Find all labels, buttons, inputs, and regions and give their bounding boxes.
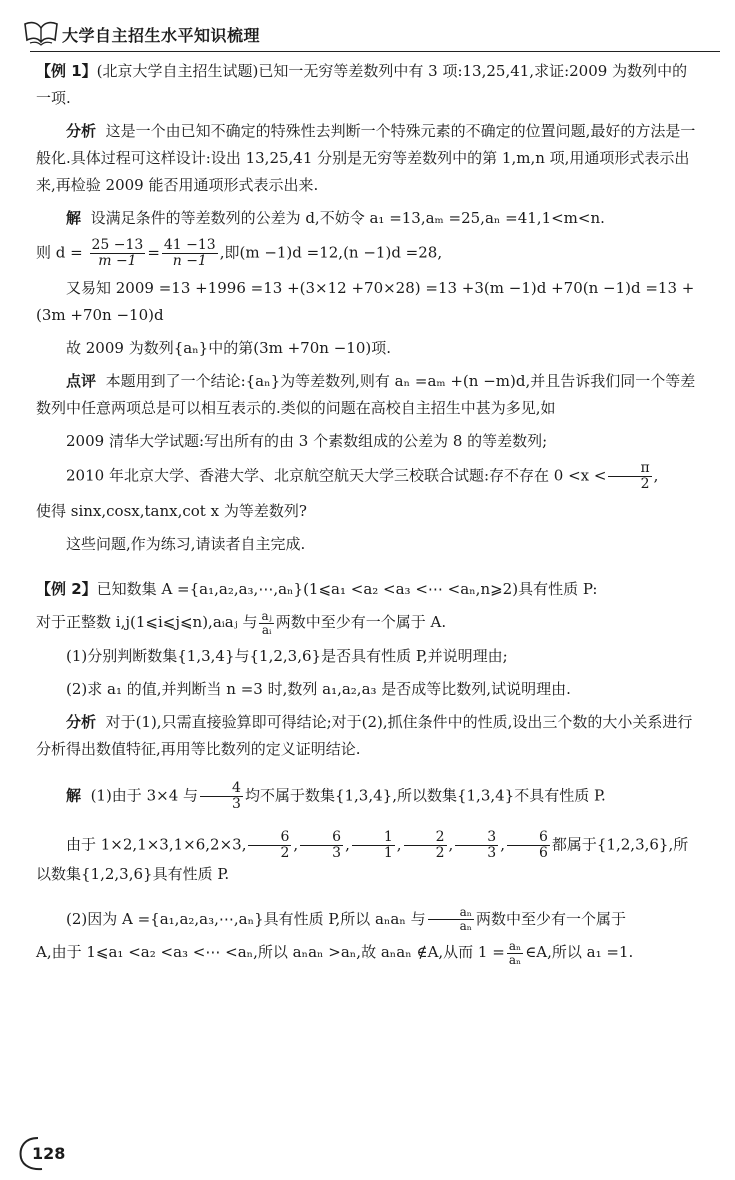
ex1-solution-3: 又易知 2009 =13 +1996 =13 +(3×12 +70×28) =13 +3(m −1)d +70(n −1)d =13 +(3m +70n −10)d: [36, 279, 695, 324]
ex1-related-q2: [36, 461, 696, 492]
ex1-fenxi-label: 分析: [66, 122, 97, 140]
ex2-jie4-pre: A,由于 1⩽a₁ <a₂ <a₃ <⋯ <aₙ,所以 aₙaₙ >aₙ,故 aₙaₙ ∉A,从而 1 =: [36, 943, 505, 961]
ex1-q2-pre: 2010 年北京大学、香港大学、北京航空航天大学三校联合试题:存不存在 0 <x <: [66, 466, 607, 485]
ex2-frac-f-den: 6: [538, 844, 548, 861]
ex1-related-q4: 这些问题,作为练习,请读者自主完成.: [66, 535, 306, 553]
ex2-question-1: (1)分别判断数集{1,3,4}与{1,2,3,6}是否具有性质 P,并说明理由;: [66, 646, 508, 665]
ex2-frac-d: [404, 830, 447, 861]
ex1-jie2-pre: 则 d =: [36, 243, 83, 262]
page-content: [36, 58, 696, 973]
header-title: 大学自主招生水平知识梳理: [62, 26, 261, 45]
ex2-jie3-frac: [428, 906, 474, 933]
ex1-frac2-num: 41 −13: [163, 237, 216, 253]
ex2-statement: [36, 576, 696, 603]
ex1-frac1-num: 25 −13: [91, 237, 144, 253]
ex2-frac-e-num: 3: [455, 830, 498, 846]
ex2-frac-c-num: 1: [352, 830, 395, 846]
ex2-frac-a-den: 2: [280, 844, 290, 861]
ex2-frac-c-den: 1: [383, 844, 393, 861]
ex1-q2-frac: [608, 461, 651, 492]
ex2-fenxi-text: 对于(1),只需直接验算即可得结论;对于(2),抓住条件中的性质,设出三个数的大小关系进行分析得出数值特征,再用等比数列的定义证明结论.: [36, 712, 693, 758]
ex1-statement: [36, 58, 696, 112]
ex1-stmt: (北京大学自主招生试题)已知一无穷等差数列中有 3 项:13,25,41,求证:2009 为数列中的一项.: [36, 62, 688, 107]
ex1-solution-1: [36, 205, 696, 232]
ex1-frac1-den: m −1: [98, 253, 137, 269]
ex1-label: 【例 1】: [36, 62, 97, 80]
ex2-jie-label: 解: [66, 786, 82, 804]
ex2-stmt2-frac-den: aᵢ: [261, 622, 272, 637]
ex2-solution-1: [36, 781, 696, 812]
ex2-frac-a-num: 6: [248, 830, 291, 846]
ex2-frac-b-num: 6: [300, 830, 343, 846]
ex1-dianping-label: 点评: [66, 372, 97, 390]
ex2-stmt2-pre: 对于正整数 i,j(1⩽i⩽j⩽n),aᵢaⱼ 与: [36, 613, 258, 631]
ex2-question-2: (2)求 a₁ 的值,并判断当 n =3 时,数列 a₁,a₂,a₃ 是否成等比数列,试说明理由.: [66, 679, 571, 698]
ex1-jie2-post: ,即(m −1)d =12,(n −1)d =28,: [219, 243, 443, 262]
ex1-dianping-text: 本题用到了一个结论:{aₙ}为等差数列,则有 aₙ =aₘ +(n −m)d,并且告诉我们同一个等差数列中任意两项总是可以相互表示的.类似的问题在高校自主招生中甚为多见,如: [36, 372, 696, 417]
ex1-frac2: [162, 238, 218, 269]
ex2-jie3-frac-num: aₙ: [428, 906, 474, 920]
ex2-analysis: [36, 709, 696, 763]
ex2-jie4-post: ∈A,所以 a₁ =1.: [525, 943, 634, 961]
ex1-q2-post: ,: [653, 466, 659, 485]
ex1-eq: =: [147, 243, 160, 262]
ex2-jie1-frac: [200, 781, 243, 812]
ex1-fenxi-text: 这是一个由已知不确定的特殊性去判断一个特殊元素的不确定的位置问题,最好的方法是一般化.具体过程可这样设计:设出 13,25,41 分别是无穷等差数列中的第 1,m,n 项,用通项形式表示出来,再检验 2009 能否用通项形式表示出来.: [36, 122, 696, 194]
ex2-frac-d-den: 2: [435, 844, 445, 861]
ex2-jie1-frac-den: 3: [232, 795, 241, 812]
ex2-jie4-frac-den: aₙ: [508, 952, 522, 967]
ex1-analysis: [36, 118, 696, 199]
ex1-jie-label: 解: [66, 209, 82, 227]
header-rule: [30, 51, 720, 52]
page-number-text: 128: [32, 1144, 66, 1163]
ex2-stmt2-frac-num: aⱼ: [261, 608, 272, 623]
ex1-frac2-den: n −1: [172, 253, 207, 269]
ex2-jie4-frac: [507, 940, 523, 967]
ex1-solution-2: [36, 238, 696, 269]
ex2-frac-f: [507, 830, 550, 861]
ex2-solution-2: 由于 1×2,1×3,1×6,2×3, $\frac{6}{2}$ , $\frac{6}{3}$ , $\frac{1}{1}$ , $\frac{2}{2}$ , $\frac{3}{3}$ , $\frac{6}{6}$ 都属于{1,2,3,6},所以数集{1,2,3,6}具有性质 P.: [36, 828, 689, 883]
ex2-solution-3: [36, 906, 696, 934]
ex1-q2-frac-den: 2: [640, 476, 650, 492]
ex2-frac-b: [300, 830, 343, 861]
ex2-stmt: 已知数集 A ={a₁,a₂,a₃,⋯,aₙ}(1⩽a₁ <a₂ <a₃ <⋯ <aₙ,n⩾2)具有性质 P:: [96, 580, 598, 598]
ex2-jie3-pre: (2)因为 A ={a₁,a₂,a₃,⋯,aₙ}具有性质 P,所以 aₙaₙ 与: [66, 909, 426, 928]
running-header: [22, 18, 712, 48]
ex2-stmt2-post: 两数中至少有一个属于 A.: [275, 613, 447, 631]
page-number: [16, 1134, 72, 1172]
ex2-jie1-frac-num: 4: [200, 781, 243, 797]
ex2-jie1-pre: (1)由于 3×4 与: [90, 786, 199, 804]
ex2-frac-d-num: 2: [404, 830, 447, 846]
ex2-jie4-frac-num: aₙ: [508, 938, 522, 953]
ex2-jie3-post: 两数中至少有一个属于: [476, 909, 627, 928]
ex2-frac-a: [248, 830, 291, 861]
ex1-related-q1: 2009 清华大学试题:写出所有的由 3 个素数组成的公差为 8 的等差数列;: [66, 432, 548, 450]
ex2-frac-b-den: 3: [332, 844, 342, 861]
ex2-jie1-post: 均不属于数集{1,3,4},所以数集{1,3,4}不具有性质 P.: [244, 786, 606, 804]
ex2-jie3-frac-den: aₙ: [459, 919, 472, 933]
ex2-stmt2-frac: [259, 610, 273, 637]
ex2-jie2-pre: 由于 1×2,1×3,1×6,2×3,: [66, 835, 247, 853]
ex2-frac-e-den: 3: [487, 844, 497, 861]
ex1-q2-frac-num: π: [608, 461, 651, 477]
ex1-frac1: [90, 238, 146, 269]
ex2-solution-4: [36, 939, 696, 967]
book-logo-icon: [22, 18, 60, 48]
ex1-related-q3: 使得 sinx,cosx,tanx,cot x 为等差数列?: [36, 502, 307, 520]
ex2-statement-2: [36, 609, 696, 637]
ex2-jie2-post: 都属于{1,2,3,6},所以数集{1,2,3,6}具有性质 P.: [36, 835, 689, 883]
ex1-comment: [36, 368, 696, 422]
ex1-solution-4: 故 2009 为数列{aₙ}中的第(3m +70n −10)项.: [66, 339, 391, 357]
ex2-frac-e: [455, 830, 498, 861]
ex2-label: 【例 2】: [36, 580, 97, 598]
ex1-jie1: 设满足条件的等差数列的公差为 d,不妨令 a₁ =13,aₘ =25,aₙ =41,1<m<n.: [90, 209, 605, 227]
ex2-frac-c: [352, 830, 395, 861]
ex2-fenxi-label: 分析: [66, 712, 97, 731]
ex2-frac-f-num: 6: [507, 830, 550, 846]
